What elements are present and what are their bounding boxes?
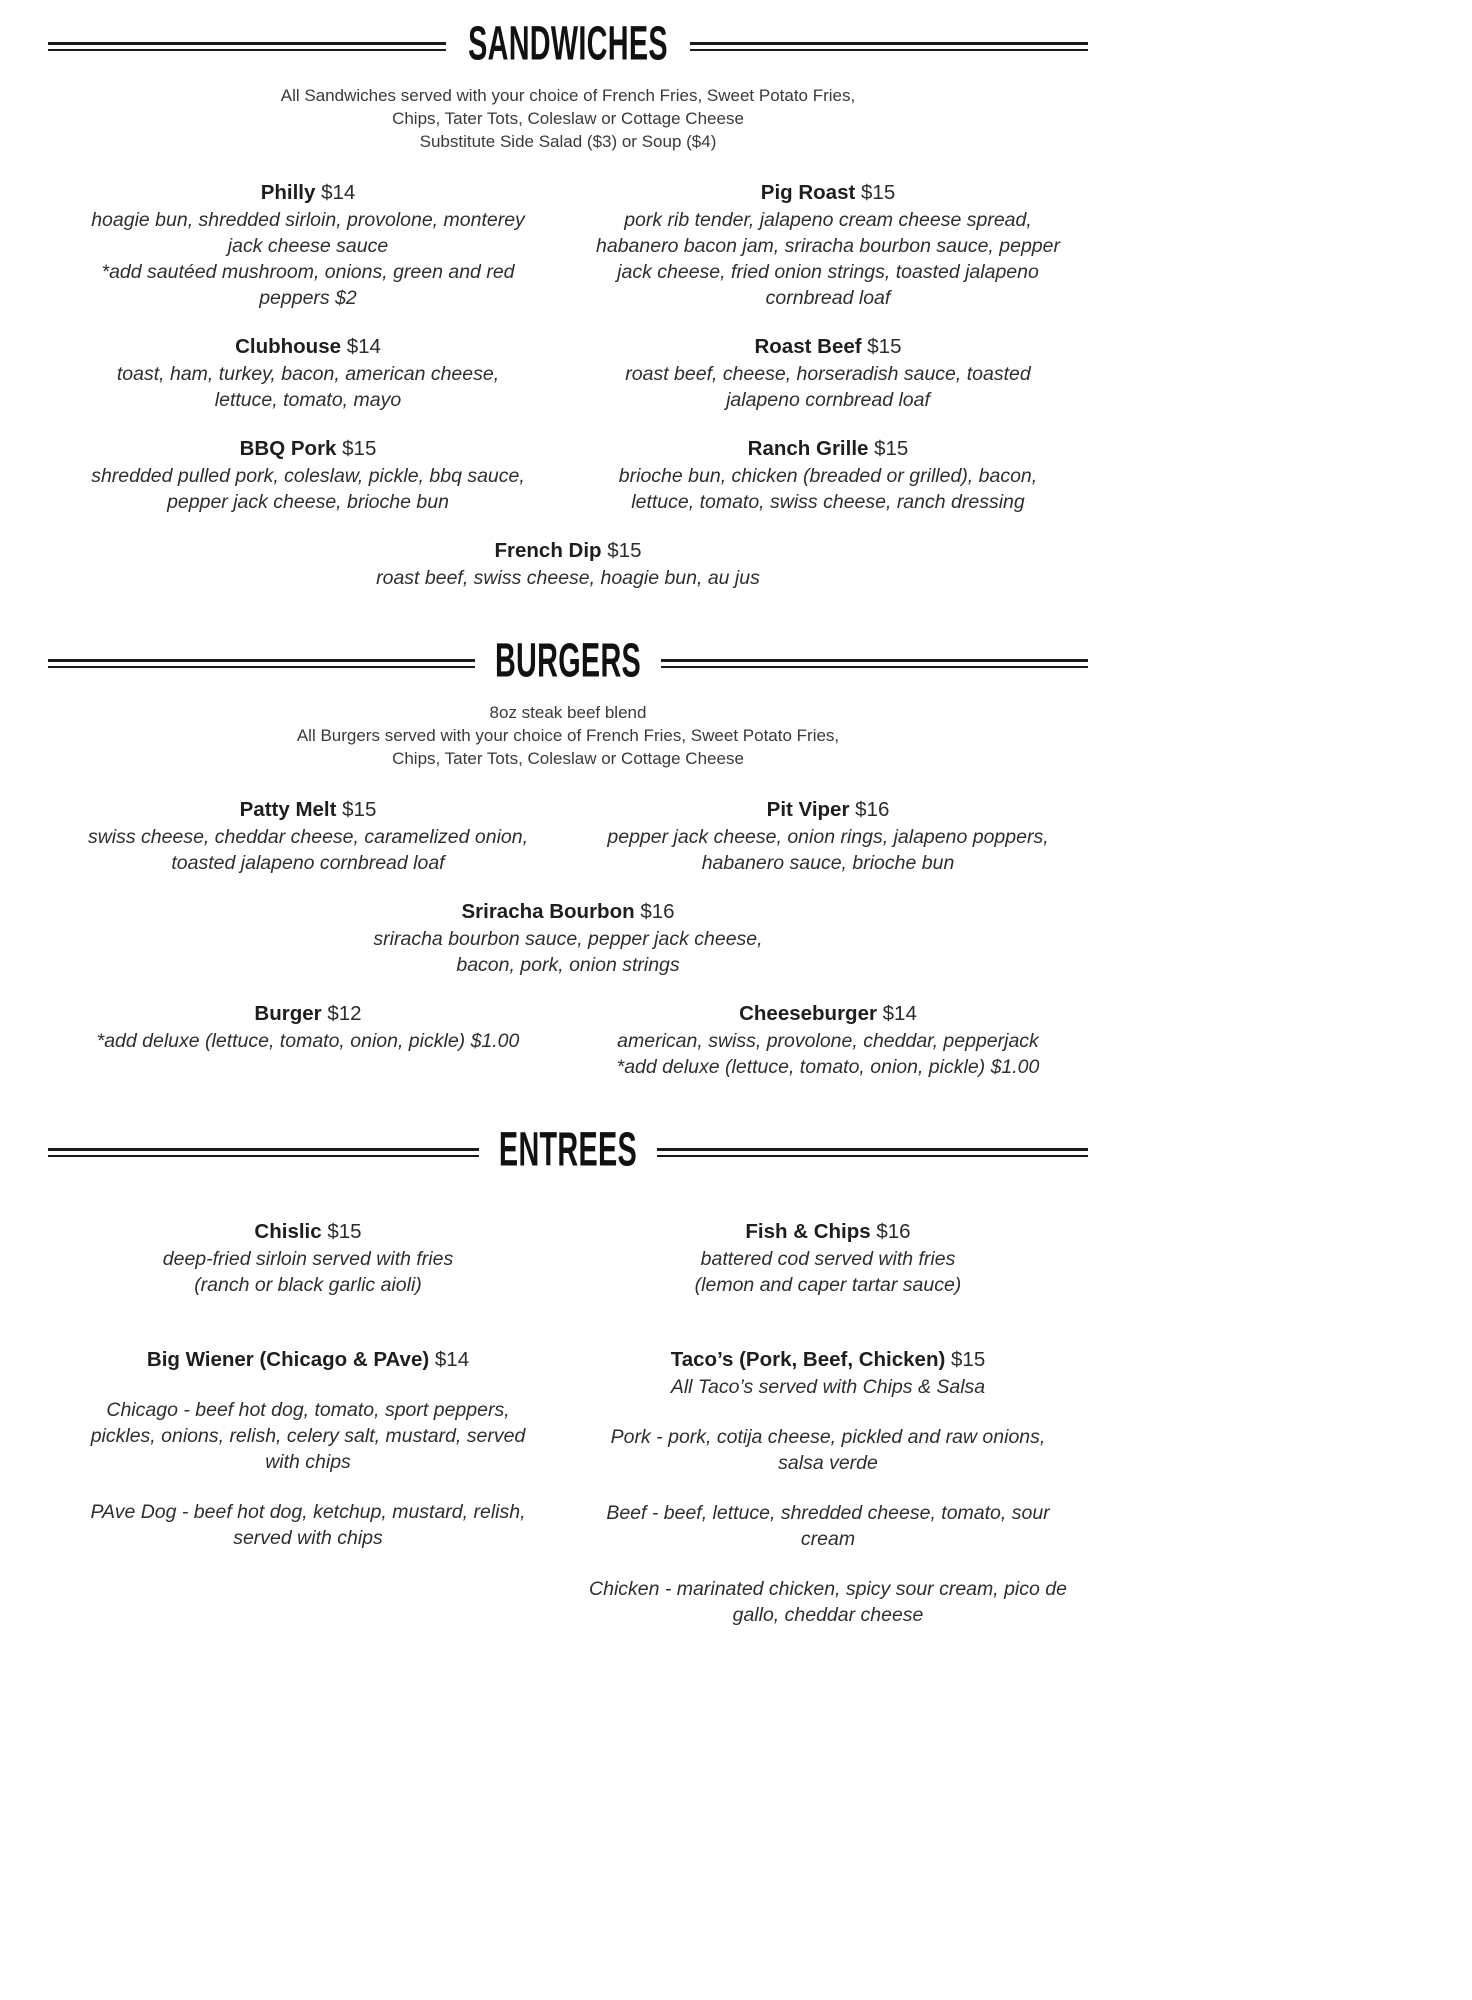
- item-name: Clubhouse: [235, 335, 341, 358]
- double-rule-right: [661, 659, 1088, 668]
- grid-cell: [48, 1346, 568, 1628]
- burgers-intro: [48, 701, 1088, 770]
- grid-cell: [48, 179, 568, 311]
- item-desc: shredded pulled pork, coleslaw, pickle, bbq sauce, pepper jack cheese, brioche bun: [91, 465, 525, 513]
- menu-item-pit-viper: [588, 796, 1068, 876]
- item-title: [376, 537, 760, 564]
- burgers-title-text: BURGERS: [494, 634, 642, 688]
- grid-cell: [48, 796, 568, 876]
- item-name: Roast Beef: [754, 335, 862, 358]
- grid-cell: [568, 333, 1088, 413]
- menu-item-ranch-grille: [588, 435, 1068, 515]
- item-desc: roast beef, swiss cheese, hoagie bun, au jus: [376, 567, 760, 589]
- menu-item-big-wiener: [86, 1346, 531, 1551]
- item-price: $12: [327, 1002, 362, 1025]
- item-desc: deep-fried sirloin served with fries: [162, 1248, 454, 1270]
- item-price: $14: [346, 335, 381, 358]
- double-rule-left: [48, 1148, 479, 1157]
- entrees-title-text: ENTREES: [498, 1123, 638, 1177]
- grid-cell: [568, 796, 1088, 876]
- menu-item-chislic: [163, 1218, 453, 1298]
- item-name: Burger: [254, 1002, 322, 1025]
- item-name: Sriracha Bourbon: [461, 900, 635, 923]
- item-variant-pork: Pork - pork, cotija cheese, pickled and raw onions, salsa verde: [610, 1426, 1046, 1474]
- item-price: $14: [321, 181, 356, 204]
- item-note: *add sautéed mushroom, onions, green and red peppers $2: [101, 261, 515, 309]
- burgers-centered-row: [48, 898, 1088, 978]
- item-title: [163, 1218, 453, 1245]
- item-desc: pork rib tender, jalapeno cream cheese spread, habanero bacon jam, sriracha bourbon sauce, pepper jack cheese, fried onion strings, toasted jalapeno cornbread loaf: [596, 209, 1060, 309]
- item-name: Philly: [260, 181, 316, 204]
- intro-line: All Sandwiches served with your choice of French Fries, Sweet Potato Fries,: [280, 86, 856, 105]
- double-rule-left: [48, 42, 446, 51]
- item-desc: (lemon and caper tartar sauce): [694, 1274, 962, 1296]
- burgers-grid: [48, 796, 1088, 876]
- item-title: [588, 796, 1068, 823]
- sandwiches-title: [468, 17, 668, 72]
- double-rule-left: [48, 659, 475, 668]
- item-name: Taco’s (Pork, Beef, Chicken): [670, 1348, 946, 1371]
- intro-line: 8oz steak beef blend: [489, 703, 647, 722]
- item-name: Ranch Grille: [747, 437, 869, 460]
- item-title: [86, 796, 531, 823]
- item-title: [97, 1000, 520, 1027]
- item-title: [588, 435, 1068, 462]
- item-price: $15: [342, 798, 377, 821]
- sandwiches-header: [48, 17, 1088, 72]
- menu-item-burger: [97, 1000, 520, 1054]
- double-rule-right: [690, 42, 1088, 51]
- grid-cell: [48, 435, 568, 515]
- item-desc: swiss cheese, cheddar cheese, caramelized onion, toasted jalapeno cornbread loaf: [87, 826, 529, 874]
- item-price: $15: [951, 1348, 986, 1371]
- intro-line: Chips, Tater Tots, Coleslaw or Cottage Cheese: [392, 109, 744, 128]
- grid-cell: [568, 435, 1088, 515]
- grid-cell: [568, 179, 1088, 311]
- item-price: $16: [640, 900, 675, 923]
- menu-item-bbq-pork: [86, 435, 531, 515]
- item-title: [617, 1000, 1040, 1027]
- item-desc: hoagie bun, shredded sirloin, provolone, monterey jack cheese sauce: [91, 209, 525, 257]
- menu-item-patty-melt: [86, 796, 531, 876]
- item-title: [86, 179, 531, 206]
- item-name: BBQ Pork: [239, 437, 337, 460]
- sandwiches-grid: [48, 179, 1088, 515]
- item-name: Pig Roast: [760, 181, 856, 204]
- menu-item-sriracha-bourbon: [348, 898, 788, 978]
- burgers-header: [48, 634, 1088, 689]
- intro-line: Substitute Side Salad ($3) or Soup ($4): [419, 132, 717, 151]
- menu-item-philly: [86, 179, 531, 311]
- grid-cell: [568, 1218, 1088, 1298]
- item-price: $15: [342, 437, 377, 460]
- item-variant-pave: PAve Dog - beef hot dog, ketchup, mustard, relish, served with chips: [90, 1501, 526, 1549]
- entrees-grid: [48, 1218, 1088, 1628]
- sandwiches-title-text: SANDWICHES: [468, 17, 668, 71]
- menu-item-fish-and-chips: [695, 1218, 962, 1298]
- menu-item-clubhouse: [86, 333, 531, 413]
- item-title: [588, 333, 1068, 360]
- item-desc: sriracha bourbon sauce, pepper jack cheese, bacon, pork, onion strings: [373, 928, 763, 976]
- item-price: $16: [876, 1220, 911, 1243]
- menu-item-cheeseburger: [617, 1000, 1040, 1080]
- item-desc: brioche bun, chicken (breaded or grilled), bacon, lettuce, tomato, swiss cheese, ranch dressing: [618, 465, 1038, 513]
- item-name: Pit Viper: [766, 798, 850, 821]
- menu-item-french-dip: [376, 537, 760, 591]
- section-burgers: [48, 634, 1088, 1080]
- item-variant-chicago: Chicago - beef hot dog, tomato, sport peppers, pickles, onions, relish, celery salt, mustard, served with chips: [90, 1399, 526, 1473]
- item-price: $15: [607, 539, 642, 562]
- burgers-grid-2: [48, 1000, 1088, 1080]
- item-name: Patty Melt: [239, 798, 337, 821]
- item-desc: (ranch or black garlic aioli): [194, 1274, 422, 1296]
- section-entrees: [48, 1123, 1088, 1628]
- item-title: [695, 1218, 962, 1245]
- menu-content: [48, 0, 1088, 1628]
- item-price: $14: [434, 1348, 470, 1371]
- intro-line: Chips, Tater Tots, Coleslaw or Cottage Cheese: [392, 749, 744, 768]
- item-title: [86, 1346, 531, 1373]
- intro-line: All Burgers served with your choice of French Fries, Sweet Potato Fries,: [296, 726, 840, 745]
- item-variant-chicken: Chicken - marinated chicken, spicy sour cream, pico de gallo, cheddar cheese: [589, 1578, 1067, 1626]
- entrees-title: [498, 1123, 638, 1178]
- grid-cell: [48, 1218, 568, 1298]
- item-title: [86, 333, 531, 360]
- item-name: Fish & Chips: [745, 1220, 871, 1243]
- item-title: [86, 435, 531, 462]
- item-name: Big Wiener (Chicago & PAve): [146, 1348, 430, 1371]
- item-title: [588, 1346, 1068, 1373]
- grid-cell: [48, 333, 568, 413]
- item-name: Cheeseburger: [739, 1002, 877, 1025]
- item-price: $15: [861, 181, 896, 204]
- item-name: French Dip: [494, 539, 602, 562]
- grid-cell: [48, 1000, 568, 1080]
- item-price: $15: [874, 437, 909, 460]
- item-title: [588, 179, 1068, 206]
- menu-item-pig-roast: [588, 179, 1068, 311]
- item-subtitle: All Taco’s served with Chips & Salsa: [670, 1376, 986, 1398]
- double-rule-right: [657, 1148, 1088, 1157]
- item-note: *add deluxe (lettuce, tomato, onion, pickle) $1.00: [96, 1030, 520, 1052]
- sandwiches-intro: [48, 84, 1088, 153]
- item-variant-beef: Beef - beef, lettuce, shredded cheese, tomato, sour cream: [606, 1502, 1050, 1550]
- burgers-title: [494, 634, 642, 689]
- menu-item-roast-beef: [588, 333, 1068, 413]
- grid-cell: [568, 1346, 1088, 1628]
- item-name: Chislic: [254, 1220, 322, 1243]
- item-desc: toast, ham, turkey, bacon, american cheese, lettuce, tomato, mayo: [116, 363, 500, 411]
- item-desc: battered cod served with fries: [700, 1248, 956, 1270]
- item-note: *add deluxe (lettuce, tomato, onion, pickle) $1.00: [616, 1056, 1040, 1078]
- item-price: $15: [867, 335, 902, 358]
- item-price: $15: [327, 1220, 362, 1243]
- item-title: [348, 898, 788, 925]
- entrees-header: [48, 1123, 1088, 1178]
- item-desc: american, swiss, provolone, cheddar, pepperjack: [617, 1030, 1039, 1052]
- item-desc: roast beef, cheese, horseradish sauce, toasted jalapeno cornbread loaf: [625, 363, 1031, 411]
- menu-item-tacos: [588, 1346, 1068, 1628]
- section-sandwiches: [48, 17, 1088, 591]
- grid-cell: [568, 1000, 1088, 1080]
- item-desc: pepper jack cheese, onion rings, jalapeno poppers, habanero sauce, brioche bun: [607, 826, 1049, 874]
- item-price: $16: [855, 798, 890, 821]
- item-price: $14: [882, 1002, 917, 1025]
- sandwiches-centered-row: [48, 537, 1088, 591]
